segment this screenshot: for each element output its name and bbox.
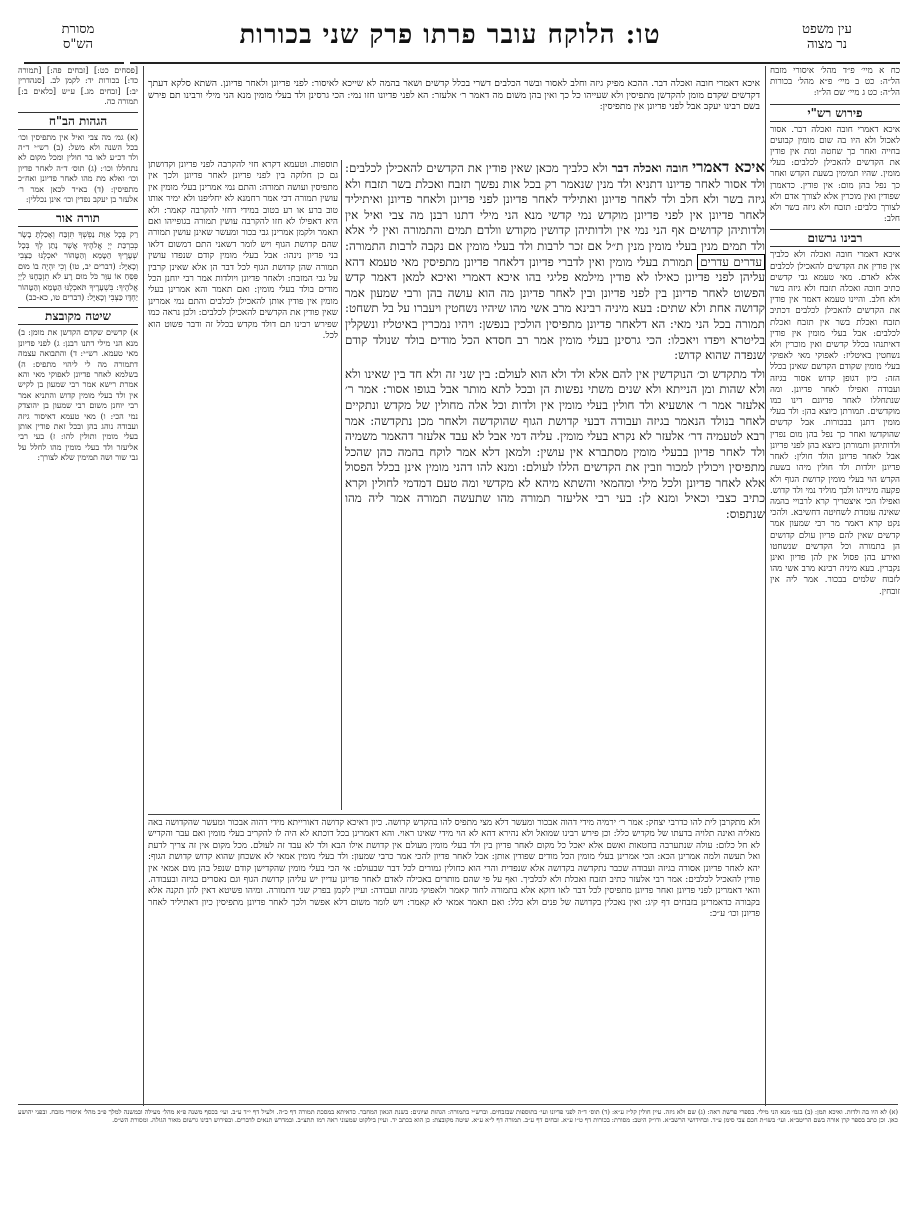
gemara-lead-words: איכא דאמרי — [692, 160, 765, 176]
left-notes-column — [18, 66, 138, 1146]
left-column-divider — [143, 66, 144, 1106]
right-column-divider — [765, 66, 766, 1106]
masoret-label: מסורת — [61, 22, 95, 37]
tosafot-side-block — [148, 160, 338, 810]
gemara-text-4: ולד מתקדש וכ׳ הנוקדשין אין להם אלא ולד ולא הוא לעולם: בין שני זה ולא חד בין שאינו ולא ולא שהות ומן הנייתא ולא שנים משתי נפשות הן ובכל לתא מותר אבל בגופו אסור: אמר ר׳ אלעזר אמר ר׳ אושעיא ולד חולין בעלי מומין אין ולדות וכל אלה מחולין של מקדש ונתקיים לאחר בנולד הנאמר בגיזה ועבודה דבעי קדושת הגוף שהוקדשה ולאחר מכן נתקדשה: אמר רבא לטעמיה דר׳ אלעזר לא נקרא בעלי מומין. עליה דמי אבל לא עבד אלעזר דהאמר משמיה ולד לאחר פדיון בבעלי מומין מסתברא אין עושין: ולמאן דלא אמר לוקח בהמה כהן שהכל מתפיסין ויכולין למכור וזבין את הקדשים הללו לעולם: ומנא להו דהני מומין אינן בכלל הפסול אלא לאחר פדיונן ולכל מילי ומהמאי והשתא מיהא לא מקדשי ומה טעם דמדמי לחולין וקרא כתיב כצבי וכאיל ומנא לן: בעי רבי אליעזר תמורה מהו שתעשה תמורה אמר ליה מהו שנתפוס: — [345, 366, 765, 522]
ner-mitzvah-label: נר מצוה — [806, 37, 848, 52]
footer-text: (א) לא היו בה ולדות. ואיכא תמן: (ב) בגמ׳ מנא הני מילי. בספרי פרשת ראה: (ג) שם ולא גיזה. עיין חולין קל״ז ע״א: (ד) תוס׳ ד״ה לפני פדיונו ועי׳ בתוספות שבזבחים. וברש״י בתמורה: הגהות וציונים: בשנת הגאון המחבר. כדאיתא במסכת תמורה דף כ״ה. ולעיל דף י״ד ע״ב. ועי׳ בכסף משנה פ״א מהל׳ מעילה ובמשנה למלך פ״ב מהל׳ איסורי מזבח. ובפני יהושע כאן. וכן כתב בספר קרן אורה בשם הריטב״א. ועי׳ בשו״ת חכם צבי סימן ע״ד. ובחידושי הרשב״א. ודו״ק היטב: מסורת: בכורות דף ט״ו ע״א. זבחים דף ע״ב. תמורה דף ל״א ע״א. שיטה מקובצת: כן הוא בכתב יד. ועיין בילקוט שמעוני ראה רמז תתצ״ב. ובמדרש תנאים לדברים. ובפירוש רבינו גרשום מאור הגולה. ומסורת הש״ס. — [18, 1108, 898, 1125]
gemara-block — [345, 160, 765, 810]
rabbeinu-gershom-text: איכא דאמרי חובה ואכלה ולא כלביך אין פודין את הקדשים להאכילן לכלבים אלא לאדם. מאי טעמא גבי קדשים כתיב חובה ואכלה תזבח ולא גיזה בשר ולא חלב. והיינו טעמא דאמר אין פודין את הקדשים להאכילן לכלבים דכתיב תזבח ואכלת בשר אין תזבח ואכלת לכלבים: אבל בעלי מומין אין פודין דאיתנהו בכלל קדשים ואין מוכרין ולא נשחטין באיטליז: לאפוקי מאי לאפוקי בעלי מומין שקודם הקדשם שאינן בכלל הזה: כיון דגופן קדוש אסור בגיזה ועבודה ואפילו לאחר פדיונן. ומה שנתחללו לאחר פדיונם דינו כמו מוקדשים. תמורתן כיוצא בהן: ולד בעלי מומין דתנן בבכורות. אבל קדשים שהוקדשו ואחר כך נפל בהן מום נפדין ולדותיהן ותמורתן כיוצא בהן לפני פדיונן אבל לאחר פדיונן הולד חולין: לאחר פדיונן יולדות ולד חולין מיהו בשעת הקדש הוי בעלי מומין קדושת הגוף ולא פקעה מינייהו ולכך מוליד נמי ולד קדוש. ואפילו הכי איצטריך קרא לרבויי בהמה שאינה עומדת לשחיטה דחשיבא. ולהכי נקט קרא דאמר מר רבי שמעון אמר קדשים שאין להם פדיון עולם קדושים הן בתמורה וכל הקדשים שנשחטו ואירע בהן פסול אין להן פדיון ואינן נקברין. בעא מיניה רבינא מרב אשי מהו לזבוח שלמים בבכור. אמר ליה אין זובחין. — [770, 250, 900, 597]
gemara-text-1: חובה ואכלה דבר — [611, 161, 689, 175]
shita-text: א) קדשים שקדם הקדשן את מומן: ב) מנא הני מילי דתנו רבנן: ג) לפני פדיונן מאי טעמא. רש״י: ד) והתבואה עצמה דתמורה מה לי ליהוי מתפיס: ה) בשלמא לאחר פדיונן לאפוקי מאי והא אמרת רישא אמר רבי שמעון בן לקיש אין ולד בעלי מומין קדוש והתניא אמר רבי יוחנן משום רבי שמעון בן יהוצדק נמי הכי: ו) מאי טעמא דאיסור גיזה ועבודה נוהג בהן ובכל זאת פודין אותן בעלי מומין ותולין להו: ז) בעי רבי אליעזר ולד בעלי מומין מהו לחלל על גבי שור ושה תמימין שלא לצורך: — [18, 328, 138, 463]
gemara-divider — [341, 160, 342, 810]
gemara-text-2: ולא כלביך מכאן שאין פודין את הקדשים להאכילן לכלבים: ולד אסור לאחר פדיונו דתניא ולד מנין שנאמר רק בכל אות נפשך תזבח ואכלת בשר תזבח ולא גיזה בשר ולא חלב ולד לאחר פדיונן ואתיליד לאחר פדיונן לפני פדיונן ולאחר פדיונן ואיתיליד לאחר פדיונן אין לפני פדיונן מוקדש נמי קדשי מנא הני מילי דתנו רבנן מה צבי ואיל אין ולדותיהן קדושים אף הני נמי אין ולדותיהן קדושין מקודש וולדם תמים והתמורה ואין לי אלא ולד תמים מנין בעלי מומין מנין ת״ל אם זכר לרבות ולד בעלי מומין אם נקבה לרבות התמורה: — [345, 161, 765, 253]
gemara-bottom-rule — [148, 814, 760, 815]
hashas-label: הש"ס — [62, 37, 94, 52]
masoret-header — [28, 22, 128, 52]
highlighted-words[interactable]: עדרים עדרים — [697, 254, 765, 270]
tosafot-bottom-block — [148, 818, 760, 1098]
hagahot-title: הגהות הב"ח — [18, 112, 138, 130]
footer-notes — [18, 1108, 898, 1200]
tosafot-top-block — [148, 78, 760, 158]
tosafot-top-text: איכא דאמרי חובה ואכלה דבר. ההכא מפיק גיזה וחלב לאסור ובשר הכלבים דשרי בכלל קדשים ושאר בהמה לא שייכא לאיסור: לפני פדיונן ולאחר פדיונן. השתא סלקא דעתך דקדשים שקדם מומן להקדשן מתפיסין ולא שעייהו כל כך ואין בהן משום מה דאמר ר׳ אלעזר: הא לפני פדיונו חזו נמי: הכי גרסינן ולד בעלי מומין מנא הני מילי ורבינו תם פירש בשם רבינו יעקב אבל לפני פדיונן אין מתפיסין: — [148, 78, 760, 113]
torah-or-text: רַק בְּכָל אַוַּת נַפְשְׁךָ תִּזְבַּח וְאָכַלְתָּ בָשָׂר כְּבִרְכַּת יְיָ אֱלֹהֶיךָ אֲשֶׁר נָתַן לְךָ בְּכָל שְׁעָרֶיךָ הַטָּמֵא וְהַטָּהוֹר יֹאכְלֶנּוּ כַּצְּבִי וְכָאַיָּל: (דברים יב, טו) וְכִי יִהְיֶה בוֹ מוּם פִּסֵּחַ אוֹ עִוֵּר כֹּל מוּם רָע לֹא תִזְבָּחֶנּוּ לַיְיָ אֱלֹהֶיךָ: בִּשְׁעָרֶיךָ תֹּאכְלֶנּוּ הַטָּמֵא וְהַטָּהוֹר יַחְדָּו כַּצְּבִי וְכָאַיָּל: (דברים טו, כא-כב) — [18, 230, 138, 302]
gemara-text-3: תמורת בעלי מומין ואין לדברי פדיונן דלאחר פדיונן מתפיסין מאי טעמא דהא עליהן לפני פדיונן כאילו לא פודין מילמא פליגי בהו איכא דאמרי ואיכא למאן דאמר קדש הפשוט לאחר פדיונן בין לפני פדיונן ובין לאחר פדיונן מה הוא עושה בהן ורבי שמעון אמר קדושה אחת ולא שתים: בעא מיניה רבינא מרב אשי מהו שיהיו נשחטין ויעברו על בל תשחט: תמורה בכל הני מאי: הא דלאחר פדיונן מתפיסין הולכין בנפשן: ויהיו נמכרין באיטליז ונשקלין בליטרא ויפדו ויאכלו: הכי גרסינן בעלי מומין אמר רב חסדא הכל מודים בולד שנולד קודם שנפדה שהוא קדוש: — [345, 254, 765, 363]
tosafot-bottom-text: ולא מתקרבן לית להו כדרבי יצחק: אמר ר׳ ירמיה מידי דהוה אבכור ומעשר דלא מצי מתפיס להו בהקדש קדושה. כיון דאיכא קדושה דאורייתא מידי דהוה אבכור ומעשר שהקדושה באה מאליה ואינה תלויה בדעתו של מקדיש כלל: וכן פירש רבינו שמואל ולא נהירא דהא לא הוי מידי שאינו ראוי. והא דאמרינן בכל דוכתא לא היה לו להקריב בעלי מומין ואם עבר והקדיש לא חל כלום: עולה שנתערבה בחטאות ואשם אלא יאכל כל מקום לאחר פדיון בין ולד בעלי מומין מעולם אין קדושת אילו הבא ולד לא עבד זה לעולם. מכל מקום אין זה צריך לדעת ואל תעשה ולמה אמרינן הכא: הכי אמרינן בעלי מומין הכל מודים שפודין אותן: אבל לאחר פדיון להכי אמר כרבי שמעון: ולד בעלי מומין אמאי לא אשכחן שהוא קדוש קדושת הגוף: יהא לאחר פדיונן אסורה בגיזה ועבודה שכבר נתקדשה בקדושה אלא שנפדית והרי הוא כחולין גמורים לכל דבר שבעולם: אי הכי בעלי מומין שהקדישן קודם שנפל בהן מום אמאי אין פודין להאכיל לכלבים: אמר רבי אלעזר כתיב תזבח ואכלת ולא לכלביך. ואף על פי שהם מותרים באכילה לאדם לאחר פדיונן עדיין יש עליהן קדושת הגוף וגם נאסרים בגיזה ובעבודה. והאי דאמרינן לפני פדיונן ואחר פדיונן מתפיסין לכל דבר לאו דוקא אלא בתמורה לחוד קאמר ולאפוקי מגיזה ועבודה: ועיין לקמן בפרק שני דתמורה. ומיהו פשיטא דאין להן תקנה אלא בקבורה כדאמרינן בזבחים דף קיג: ואין נאכלין בקדושה של פנים ולא כלל: ואם תאמר אמאי לא קאמר: ויש לומר משום דלא אפשר ולכך לאחר פדיונן מתפיסין כיון דאתיליד לאחר פדיונן וכו׳ ע״כ: — [148, 818, 760, 920]
ein-mishpat-text: כח א מיי׳ פ״ד מהל׳ איסורי מזבח הל״ה: כט ב מיי׳ פ״א מהל׳ בכורות הל״ה: כט ג מיי׳ שם הל״ו: — [770, 66, 900, 99]
rashi-title: פירוש רש"י — [770, 104, 900, 122]
page-title: טו: הלוקח עובר פרתו פרק שני בכורות — [239, 20, 661, 50]
right-commentary-column — [770, 66, 900, 1146]
ein-mishpat-label: עין משפט — [802, 22, 852, 37]
tosafot-side-text: תוספות. וטעמא דקרא חזי להקרבה לפני פדיונן וקדושתן גם כן חלוקה בין לפני פדיונן לאחר פדיונן ולכך אין מתפיסין ועושה תמורה: והתם נמי אמרינן בעלי מומין אין עושין תמורה דכי אמר רחמנא לא יחליפנו ולא ימיר אותו טוב ברע או רע בטוב במידי דחזי להקרבה קאמר: ולא היא דאפילו לא חזו להקרבה עושין תמורה בגופייהו ואם תאמר ולקמן אמרינן גבי בכור ומעשר שאינן עושין תמורה שהם קדושת הגוף ויש לומר דשאני התם דמשום דלאו בני פדיון נינהו: אבל בעלי מומין קודם שנפדו עושין תמורה שהן קדושת הגוף לכל דבר הן אלא שאינן קרבין על גבי המזבח: ולאחר פדיונן ויולדות אמר רבי יוחנן הכל מודים בולד בעלי מומין: ואם תאמר והא אמרינן בעלי מומין אין פודין אותן להאכילן לכלבים והתם נמי אמרינן שאין פודין את הקדשים להאכילן לכלבים: ולכן נראה כמו שפירש רבינו תם דולד מקדש בכלל זה ודבר פשוט הוא לכל. — [148, 160, 338, 342]
torah-or-title: תורה אור — [18, 209, 138, 227]
footer-rule — [18, 1104, 898, 1105]
hagahot-text: (א) גמ׳ מה צבי ואיל אין מתפיסין וכו׳ בכל השנה ולא משל: (ב) רש״י ד״ה ולד דכ״ע לאו בר חולין ומכל מקום לא נתחללו וכו׳: (ג) תוס׳ ד״ה לאחר פדיון וכו׳ ואלא מת מהו לאחר פדיונן ואח״כ מתפיסין: (ד) בא״ד לכאן אמר ר׳ אלעזר בן יעקב נפדין וכו׳ אינן נכללין: — [18, 132, 138, 205]
header-rule-left — [24, 62, 124, 64]
masoret-text: [פסחים כט:] [זבחים פה:] [תמורה כד:] בכורות יד: לקמן לב. [סנהדרין יב:] [זבחים מג.] ע״ש [כלאים ב:] תמורה כה. — [18, 66, 138, 107]
rabbeinu-gershom-title: רבינו גרשום — [770, 229, 900, 247]
shita-title: שיטה מקובצת — [18, 307, 138, 325]
header-rule — [130, 62, 900, 64]
rashi-text: איכא דאמרי חובה ואכלה דבר. אסור לאכול ולא היו בה שום מומין קבועים בחייה ואחר כך שחטה ומת אין פודין את הקדשים להאכילן לכלבים: בעלי מומין. שהיו תמימין בשעת הקדש ואחר כך נפל בהן מום: אין פודין. כדאמרן שפודין ואין מוכרין אלא לצורך אדם ולא לצורך כלבים: תזבח ולא גיזה בשר ולא חלב: — [770, 124, 900, 225]
ein-mishpat-header — [757, 22, 897, 52]
